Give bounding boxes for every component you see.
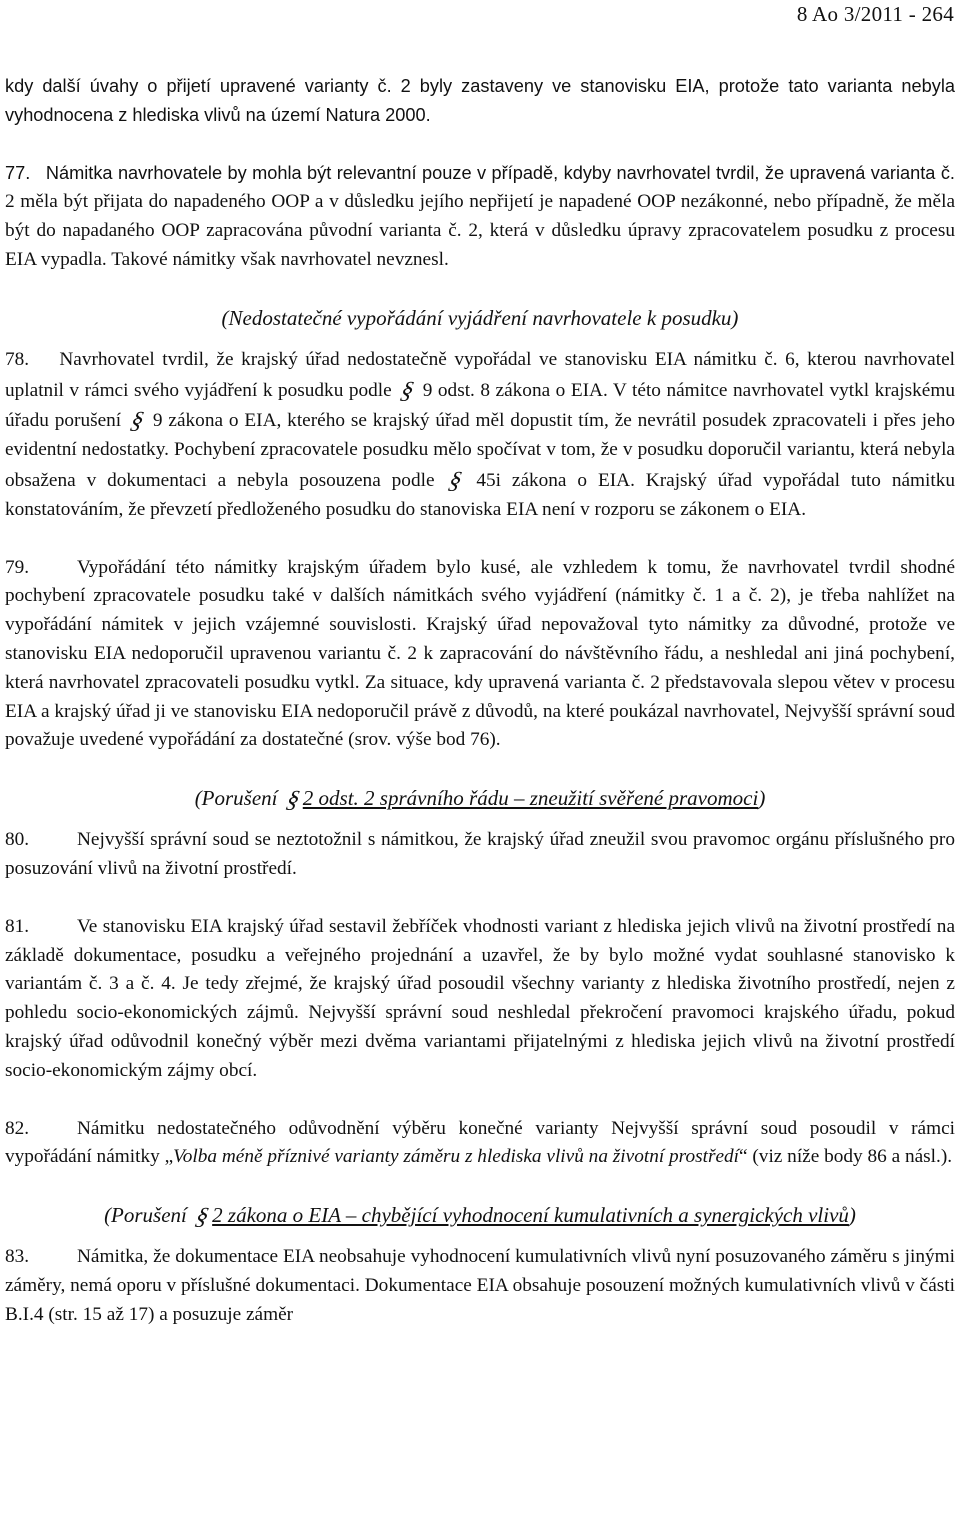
paragraph-80-text: Nejvyšší správní soud se neztotožnil s námitkou, že krajský úřad zneužil svou pravomoc orgánu příslušného pro posuzování vlivů na životní prostředí. bbox=[5, 829, 955, 879]
paragraph-79-number: 79. bbox=[5, 556, 30, 578]
paragraph-81-text: Ve stanovisku EIA krajský úřad sestavil žebříček vhodnosti variant z hlediska jejich vlivů na životní prostředí na základě dokumentace, posudku a veřejného projednání a uzavřel, že by bylo možné vydat souhlasné stanovisko k variantám č. 3 a č. 4. Je tedy zřejmé, že krajský úřad posoudil všechny varianty z hlediska životního prostředí, nejen z pohledu socio-ekonomických zájmů. Nejvyšší správní soud neshledal překročení pravomoci krajského úřadu, pokud krajský úřad odůvodnil konečný výběr mezi dvěma variantami přijatelnými z hlediska jejich vlivů na životní prostředí socio-ekonomickým zájmy obcí. bbox=[5, 915, 955, 1081]
paragraph-80 bbox=[5, 826, 955, 884]
paragraph-83-text: Námitka, že dokumentace EIA neobsahuje vyhodnocení kumulativních vlivů nyní posuzovaného záměru s jinými záměry, nemá oporu v příslušné dokumentaci. Dokumentace EIA obsahuje posouzení možných kumulativních vlivů v části B.I.4 (str. 15 až 17) a posuzuje záměr bbox=[5, 1246, 955, 1325]
paragraph-77 bbox=[5, 159, 955, 275]
paragraph-78 bbox=[5, 346, 955, 525]
section-heading-1: (Nedostatečné vypořádání vyjádření navrhovatele k posudku) bbox=[221, 305, 739, 330]
case-number: 8 Ao 3/2011 - 264 bbox=[796, 2, 954, 26]
paragraph-78-text-d: 45i zákona o EIA. Krajský úřad vypořádal tuto námitku konstatováním, že převzetí předloženého posudku do stanoviska EIA není v rozporu se zákonem o EIA. bbox=[5, 469, 956, 520]
paragraph-81 bbox=[5, 913, 955, 1086]
paragraph-82-quote: Volba méně příznivé varianty záměru z hlediska vlivů na životní prostředí bbox=[173, 1146, 739, 1168]
paragraph-79-text: Vypořádání této námitky krajským úřadem bylo kusé, ale vzhledem k tomu, že navrhovatel tvrdil shodné pochybení zpracovatele posudku také v dalších námitkách svého vyjádření (námitky č. 1 a č. 2), je třeba nahlížet na vypořádání námitek v jejich vzájemné souvislosti. Krajský úřad nepovažoval tyto námitky za důvodné, protože ve stanovisku EIA nedoporučil upravenou variantu č. 2 k zapracování do návštěvního řádu, a neshledal ani jiná pochybení, která navrhovatel zpracovateli posudku vytkl. Za situace, kdy upravená varianta č. 2 představovala slepou větev v procesu EIA a krajský úřad ji ve stanovisku EIA nedoporučil právě z důvodů, na které poukázal navrhovatel, Nejvyšší správní soud považuje uvedené vypořádání za dostatečné (srov. výše bod 76). bbox=[5, 556, 955, 751]
section-heading-3-title: 2 zákona o EIA – chybějící vyhodnocení kumulativních a synergických vlivů bbox=[212, 1203, 849, 1228]
paragraph-79 bbox=[5, 554, 955, 756]
section-heading-3-suffix: ) bbox=[848, 1203, 856, 1228]
paragraph-82 bbox=[5, 1115, 955, 1173]
paragraph-77-text-a: Námitka navrhovatele by mohla být relevantní pouze v případě, kdyby navrhovatel tvrdil, že upravená varianta č. bbox=[45, 162, 955, 183]
paragraph-81-number: 81. bbox=[5, 915, 30, 937]
paragraph-77-number: 77. bbox=[5, 162, 31, 183]
paragraph-80-number: 80. bbox=[5, 829, 30, 851]
section-heading-2 bbox=[5, 784, 955, 812]
paragraph-78-text-a: Navrhovatel tvrdil, že krajský úřad nedostatečně vypořádal ve stanovisku EIA námitku č. 6, kterou navrhovatel uplatnil v rámci svého vyjádření k posudku podle bbox=[5, 348, 956, 401]
section-symbol: § bbox=[193, 1204, 211, 1231]
paragraph-78-text-b: 9 odst. 8 zákona o EIA. V této námitce navrhovatel vytkl krajskému úřadu porušení bbox=[5, 379, 956, 432]
section-heading-2-title: 2 odst. 2 správního řádu – zneužití svěřené pravomoci bbox=[302, 786, 759, 811]
section-heading-2-prefix: (Porušení bbox=[194, 786, 278, 811]
intro-paragraph: kdy další úvahy o přijetí upravené varianty č. 2 byly zastaveny ve stanovisku EIA, protože tato varianta nebyla vyhodnocena z hlediska vlivů na území Natura 2000. bbox=[5, 76, 955, 125]
section-heading-3 bbox=[5, 1201, 955, 1229]
section-heading-2-suffix: ) bbox=[758, 786, 766, 811]
paragraph-82-number: 82. bbox=[5, 1117, 30, 1139]
paragraph-82-text-b: “ (viz níže body 86 a násl.). bbox=[739, 1146, 953, 1168]
paragraph-82-text-a: Námitku nedostatečného odůvodnění výběru konečné varianty Nejvyšší správní soud posoudil v rámci vypořádání námitky „ bbox=[5, 1117, 955, 1168]
section-heading-3-prefix: (Porušení bbox=[104, 1203, 187, 1228]
paragraph-83-number: 83. bbox=[5, 1246, 30, 1268]
section-symbol: § bbox=[284, 787, 302, 814]
paragraph-77-text-b: 2 měla být přijata do napadeného OOP a v důsledku jejího nepřijetí je napadené OOP nezákonné, nebo případně, že měla být do napadaného OOP zapracována původní varianta č. 2, která v důsledku úpravy zpracovatelem posudku z procesu EIA vypadla. Takové námitky však navrhovatel nevznesl. bbox=[5, 191, 955, 270]
section-symbol: § bbox=[398, 377, 417, 404]
paragraph-78-number: 78. bbox=[5, 348, 30, 370]
section-symbol: § bbox=[128, 408, 146, 435]
document-page bbox=[5, 72, 955, 1330]
paragraph-78-text-c: 9 zákona o EIA, kterého se krajský úřad měl dopustit tím, že nevrátil posudek zpracovateli i přes jeho evidentní nedostatky. Pochybení zpracovatele posudku mělo spočívat v tom, že v posudku doporučil variantu, která nebyla obsažena v dokumentaci a nebyla posouzena podle bbox=[5, 410, 956, 491]
paragraph-83 bbox=[5, 1243, 955, 1329]
section-symbol: § bbox=[446, 467, 465, 494]
